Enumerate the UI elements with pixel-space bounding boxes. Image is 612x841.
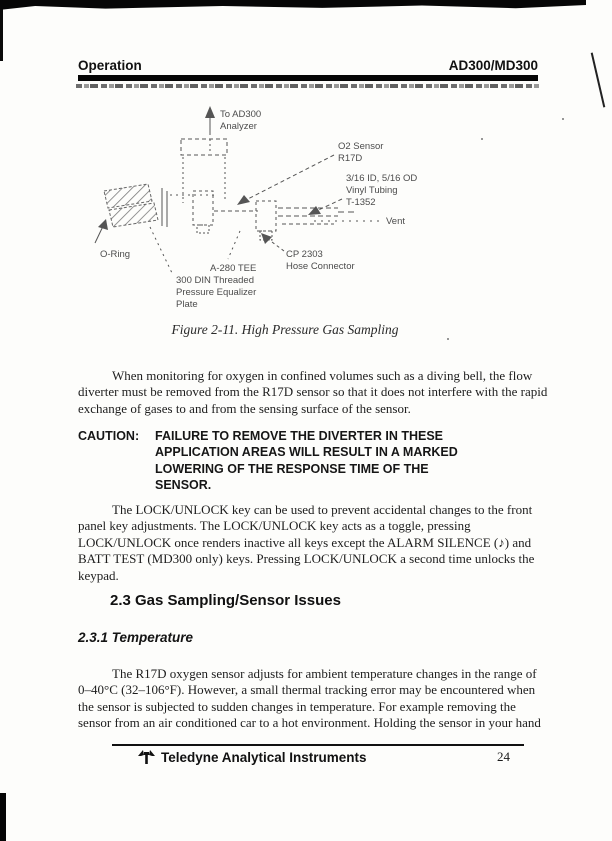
o2-sensor-label: O2 Sensor: [338, 141, 384, 152]
tubing-label: 3/16 ID, 5/16 OD: [346, 173, 418, 184]
paragraph-text: The R17D oxygen sensor adjusts for ambient temperature changes in the range of 0–40°C (32–106°F). However, a small thermal tracking error may be encountered when the sensor is subjected to sudden changes in temperature. For example removing the sensor from an air conditioned car to a hot environment. Holding the sensor in your hand: [78, 666, 541, 731]
teledyne-logo-icon: [138, 750, 155, 764]
page-footer: [78, 749, 538, 765]
header-model-number: AD300/MD300: [448, 58, 538, 73]
scan-edge-left: [0, 9, 3, 61]
scan-dot: [447, 338, 449, 340]
header-rule: [78, 75, 538, 81]
gas-sampling-diagram: [88, 103, 558, 321]
section-heading: 2.3 Gas Sampling/Sensor Issues: [110, 592, 341, 609]
scan-edge-top-streak: [300, 1, 550, 4]
svg-text:Hose Connector: Hose Connector: [286, 261, 355, 272]
sensor-cap: [181, 139, 227, 155]
caution-text: FAILURE TO REMOVE THE DIVERTER IN THESE APPLICATION AREAS WILL RESULT IN A MARKED LOWERING OF THE RESPONSE TIME OF THE SENSOR.: [155, 429, 458, 492]
vent-label: Vent: [386, 216, 406, 227]
page-header: [78, 58, 538, 73]
tee-fitting: [256, 201, 276, 231]
o2-sensor-pointer: [240, 155, 334, 203]
paragraph-text: When monitoring for oxygen in confined volumes such as a diving bell, the flow diverter must be removed from the R17D sensor so that it does not interfere with the rapid exchange of gases to and from the sensing surface of the sensor.: [78, 368, 548, 416]
paragraph-text: The LOCK/UNLOCK key can be used to prevent accidental changes to the front panel key adjustments. The LOCK/UNLOCK key acts as a toggle, pressing LOCK/UNLOCK once renders inactive all keys except the ALARM SILENCE (: [78, 502, 533, 550]
paragraph-diving-bell: [78, 368, 548, 417]
footer-rule: [112, 744, 524, 746]
o2-sensor-arrowhead: [237, 195, 250, 205]
figure-caption: Figure 2-11. High Pressure Gas Sampling: [171, 322, 399, 337]
svg-text:Plate: Plate: [176, 299, 198, 310]
header-section-title: Operation: [78, 58, 142, 73]
caution-label: CAUTION:: [78, 429, 140, 443]
to-analyzer-label: To AD300: [220, 109, 262, 120]
scan-dot: [562, 118, 564, 120]
o-ring-label: O-Ring: [100, 249, 131, 260]
caution-block: [78, 428, 548, 493]
o-ring-arrowhead: [98, 219, 108, 230]
to-analyzer-arrowhead: [205, 106, 215, 118]
paragraph-lock-unlock: [78, 502, 548, 584]
paragraph-text: ) and BATT TEST (MD300 only) keys. Pressing LOCK/UNLOCK a second time unlocks the keypad.: [78, 534, 535, 583]
tee-label: A-280 TEE: [210, 263, 257, 274]
svg-text:Analyzer: Analyzer: [220, 121, 257, 132]
scan-diagonal-mark: [591, 52, 606, 107]
paragraph-temperature: [78, 666, 548, 732]
figure-high-pressure-gas-sampling: [88, 103, 558, 321]
din-plate-label: 300 DIN Threaded: [176, 275, 254, 286]
header-rule-noise: [76, 84, 540, 88]
subsection-heading: 2.3.1 Temperature: [78, 630, 194, 645]
hose-connector-label: CP 2303: [286, 249, 323, 260]
din-plate-pointer: [150, 227, 172, 273]
tubing-arrowhead: [308, 206, 321, 215]
tee-label-pointer: [228, 231, 240, 259]
svg-text:R17D: R17D: [338, 153, 363, 164]
svg-text:Pressure Equalizer: Pressure Equalizer: [176, 287, 257, 298]
hose-arrowhead: [261, 233, 272, 244]
svg-text:Vinyl Tubing: Vinyl Tubing: [346, 185, 398, 196]
sensor-body: [193, 191, 213, 225]
svg-text:T-1352: T-1352: [346, 197, 376, 208]
page-number: 24: [497, 749, 510, 764]
scan-edge-bottom-left: [0, 793, 6, 841]
footer-company-name: Teledyne Analytical Instruments: [161, 749, 367, 765]
alarm-silence-icon: ♪: [498, 534, 505, 550]
